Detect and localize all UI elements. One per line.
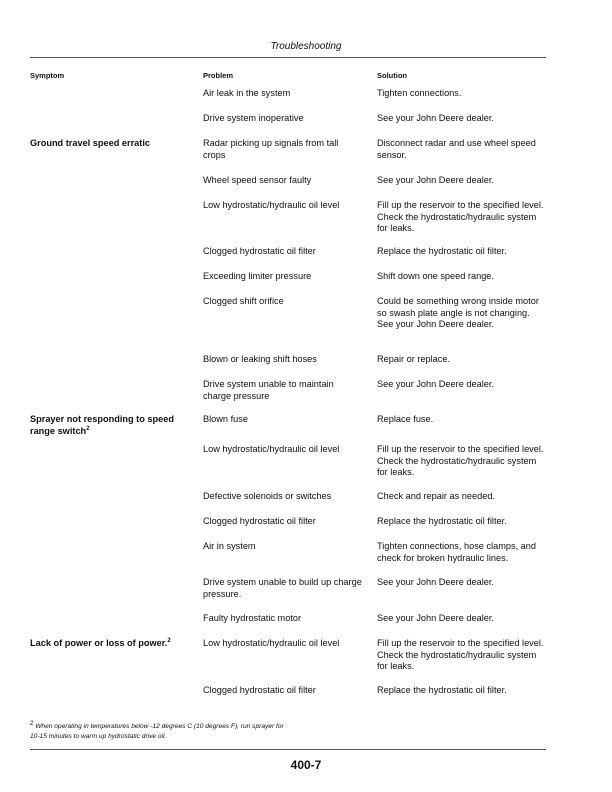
footnote [30,722,290,741]
solution-cell: Could be something wrong inside motor so swash plate angle is not changing. See your John Deere dealer. [377,296,539,329]
problem-cell: Low hydrostatic/hydraulic oil level [203,638,340,648]
solution-cell: Fill up the reservoir to the specified level. Check the hydrostatic/hydraulic system for leaks. [377,444,544,477]
solution-cell: Check and repair as needed. [377,491,495,501]
solution-cell: Repair or replace. [377,354,451,364]
solution-cell: Fill up the reservoir to the specified level. Check the hydrostatic/hydraulic system for leaks. [377,638,544,671]
solution-cell: Replace fuse. [377,414,434,424]
solution-cell: Replace the hydrostatic oil filter. [377,516,507,526]
symptom-cell [30,414,195,437]
solution-cell: Replace the hydrostatic oil filter. [377,246,507,256]
solution-cell: Shift down one speed range. [377,271,494,281]
column-header-solution: Solution [377,71,407,80]
solution-cell: Fill up the reservoir to the specified level. Check the hydrostatic/hydraulic system for leaks. [377,200,544,233]
problem-cell: Air in system [203,541,256,551]
solution-cell: Replace the hydrostatic oil filter. [377,685,507,695]
solution-cell: Tighten connections. [377,88,462,98]
problem-cell: Low hydrostatic/hydraulic oil level [203,200,340,210]
solution-cell: Tighten connections, hose clamps, and check for broken hydraulic lines. [377,541,537,563]
page-number: 400-7 [290,758,322,772]
solution-cell: See your John Deere dealer. [377,175,494,185]
solution-cell: See your John Deere dealer. [377,113,494,123]
symptom-text: Lack of power or loss of power. [30,638,168,648]
problem-cell: Blown or leaking shift hoses [203,354,317,364]
problem-cell: Air leak in the system [203,88,291,98]
problem-cell: Drive system inoperative [203,113,304,123]
symptom-cell [30,138,195,150]
footnote-text: When operating in temperatures below -12 degrees C (10 degrees F), run sprayer for 10-15 minutes to warm up hydrostatic drive oil. [30,723,284,740]
solution-cell: See your John Deere dealer. [377,577,494,587]
problem-cell: Clogged hydrostatic oil filter [203,246,316,256]
footnote-reference: 2 [167,637,171,644]
problem-cell: Radar picking up signals from tall crops [203,138,339,160]
column-header-symptom: Symptom [30,71,65,80]
problem-cell: Defective solenoids or switches [203,491,332,501]
problem-cell: Exceeding limiter pressure [203,271,312,281]
footnote-reference: 2 [86,425,90,432]
footnote-marker: 2 [30,720,34,727]
symptom-cell [30,638,195,650]
problem-cell: Clogged hydrostatic oil filter [203,516,316,526]
footer-rule [30,749,546,750]
problem-cell: Low hydrostatic/hydraulic oil level [203,444,340,454]
problem-cell: Drive system unable to build up charge pressure. [203,577,362,599]
symptom-text: Sprayer not responding to speed range switch [30,414,174,436]
problem-cell: Faulty hydrostatic motor [203,613,302,623]
solution-cell: See your John Deere dealer. [377,613,494,623]
solution-cell: Disconnect radar and use wheel speed sensor. [377,138,536,160]
problem-cell: Wheel speed sensor faulty [203,175,312,185]
header-rule [30,57,546,58]
page-header: Troubleshooting [270,41,342,52]
problem-cell: Blown fuse [203,414,248,424]
problem-cell: Clogged shift orifice [203,296,284,306]
column-header-problem: Problem [203,71,234,80]
problem-cell: Drive system unable to maintain charge pressure [203,379,334,401]
symptom-text: Ground travel speed erratic [30,138,150,148]
solution-cell: See your John Deere dealer. [377,379,494,389]
problem-cell: Clogged hydrostatic oil filter [203,685,316,695]
